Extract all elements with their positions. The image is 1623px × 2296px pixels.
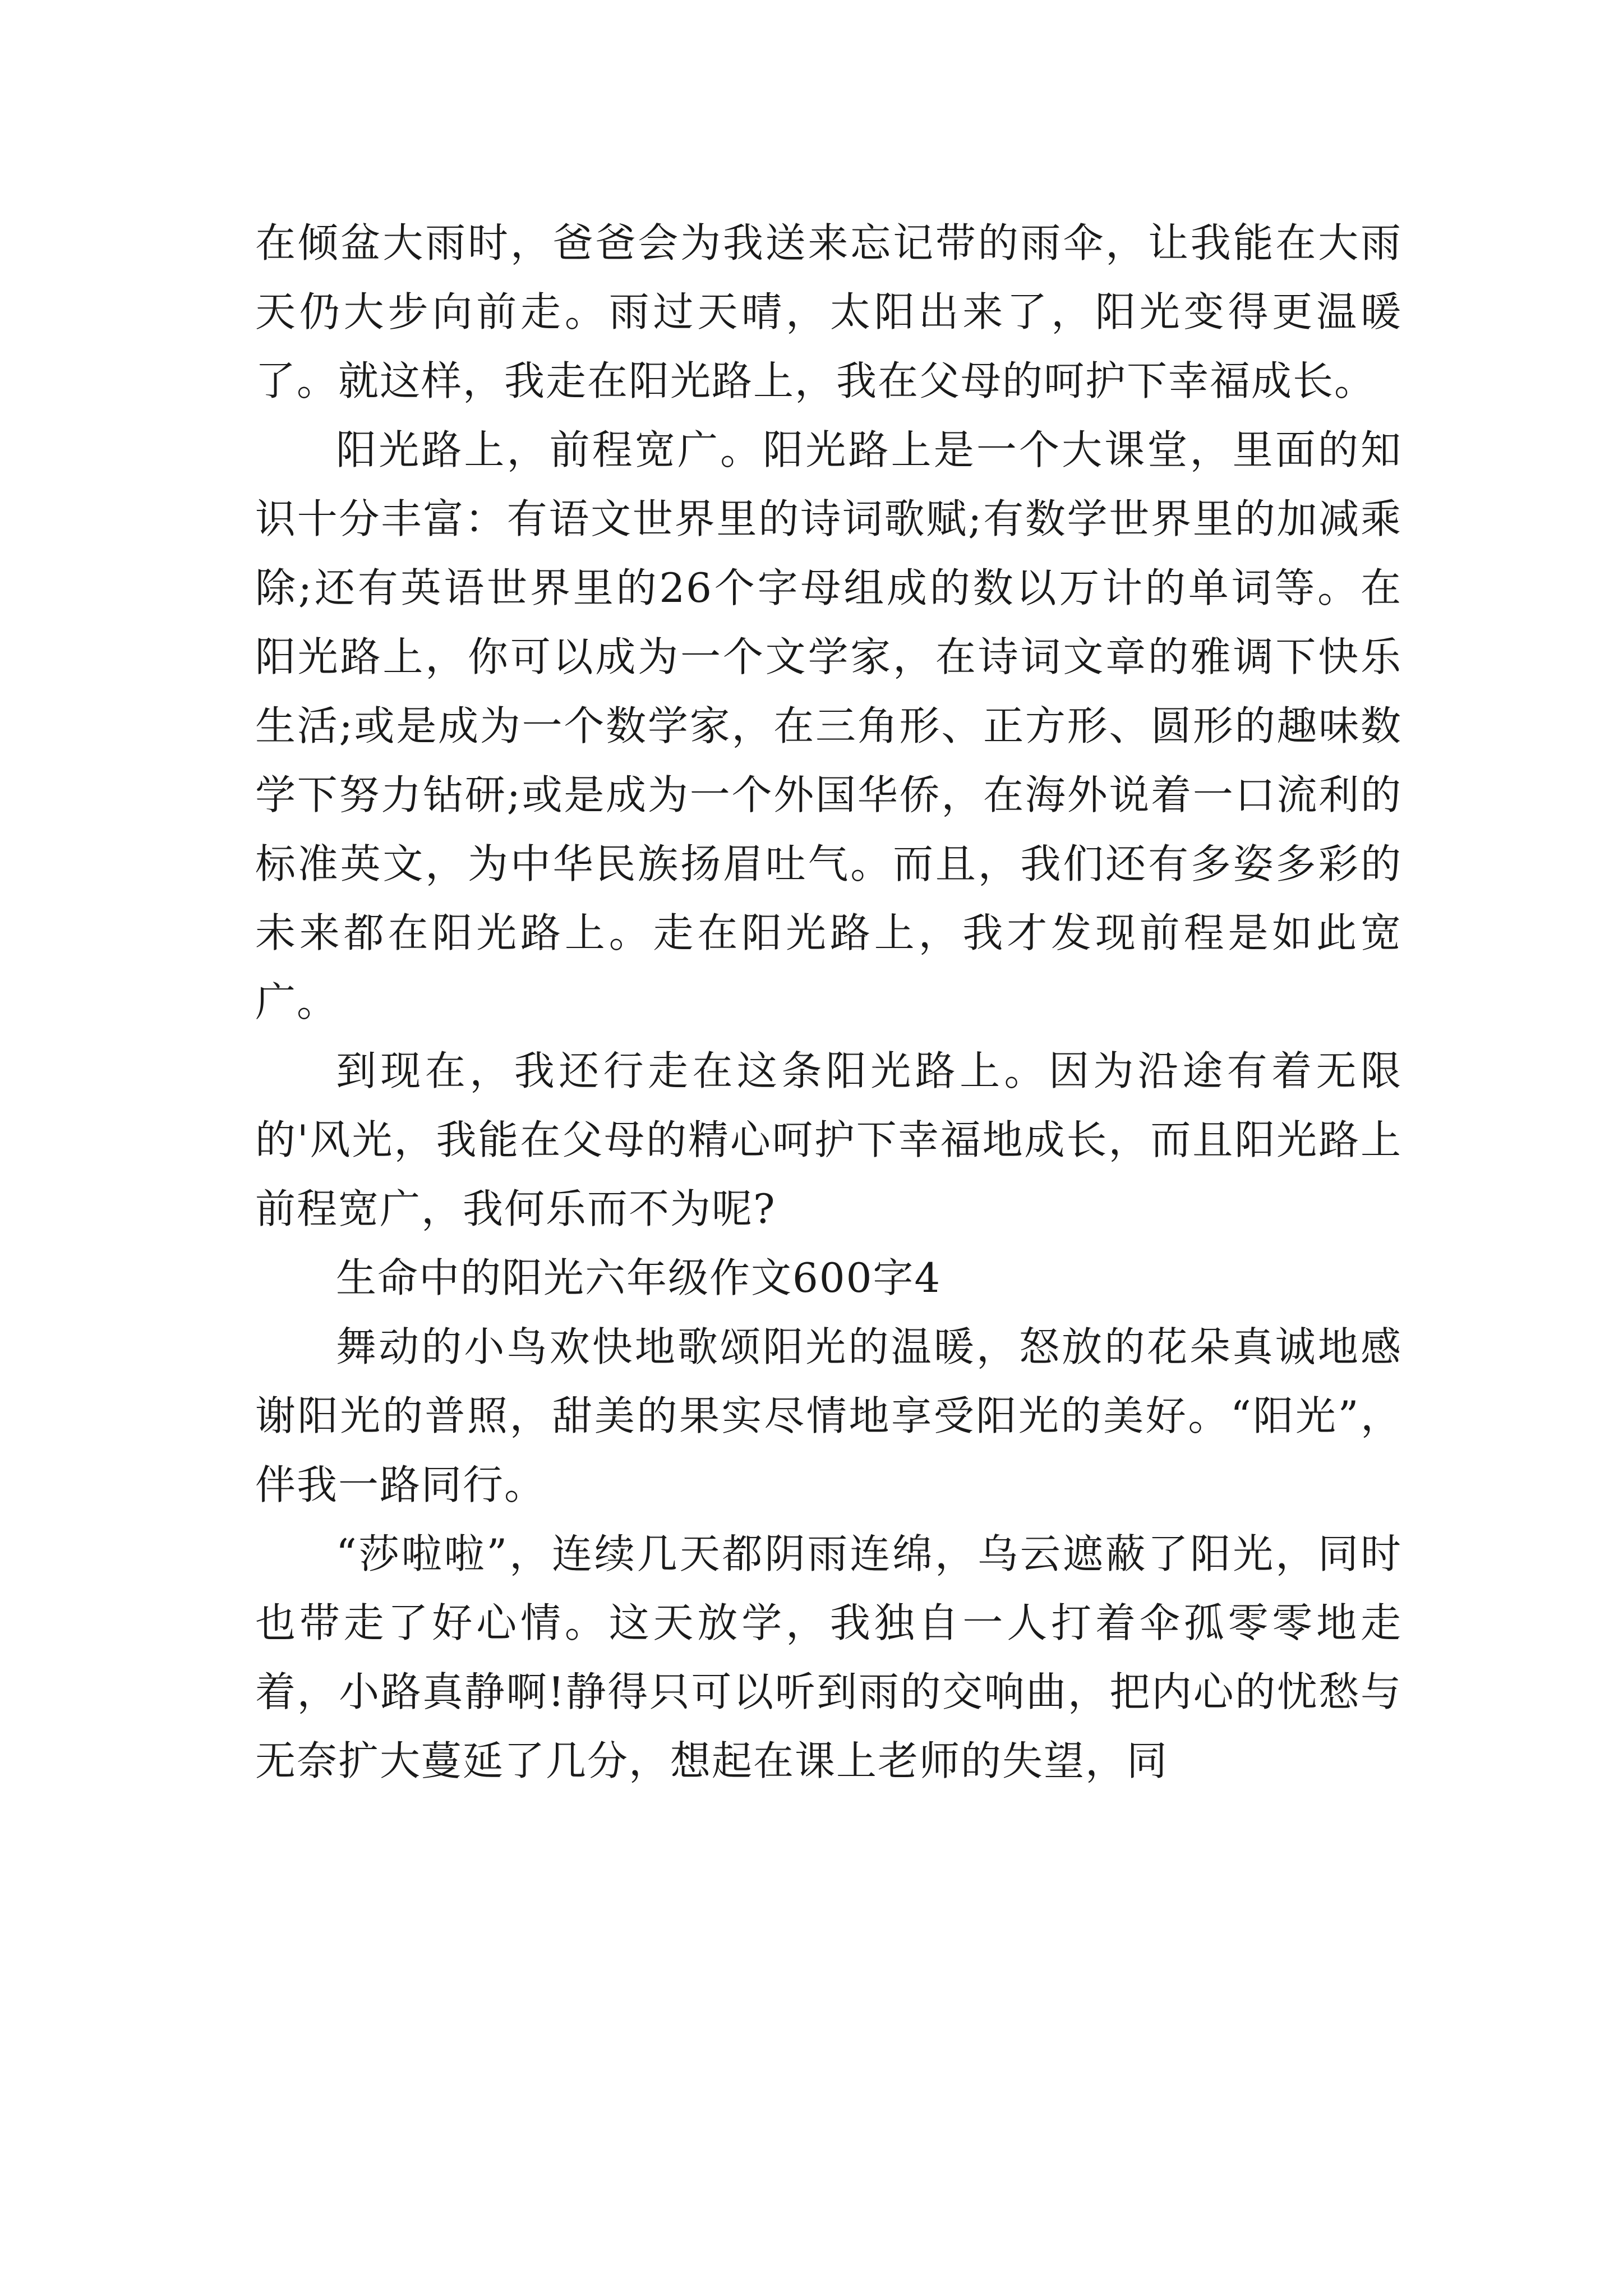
paragraph-4: 舞动的小鸟欢快地歌颂阳光的温暖，怒放的花朵真诚地感谢阳光的普照，甜美的果实尽情地享受阳光的美好。“阳光”，伴我一路同行。 bbox=[255, 1323, 1402, 1508]
paragraph-5: “莎啦啦”，连续几天都阴雨连绵，乌云遮蔽了阳光，同时也带走了好心情。这天放学，我独自一人打着伞孤零零地走着，小路真静啊!静得只可以听到雨的交响曲，把内心的忧愁与无奈扩大蔓延了几分，想起在课上老师的失望，同 bbox=[255, 1530, 1402, 1784]
paragraph-3: 到现在，我还行走在这条阳光路上。因为沿途有着无限的'风光，我能在父母的精心呵护下幸福地成长，而且阳光路上前程宽广，我何乐而不为呢? bbox=[255, 1047, 1402, 1232]
document-body bbox=[255, 209, 1402, 1796]
paragraph-2: 阳光路上，前程宽广。阳光路上是一个大课堂，里面的知识十分丰富：有语文世界里的诗词歌赋;有数学世界里的加减乘除;还有英语世界里的26个字母组成的数以万计的单词等。在阳光路上，你可以成为一个文学家，在诗词文章的雅调下快乐生活;或是成为一个数学家，在三角形、正方形、圆形的趣味数学下努力钻研;或是成为一个外国华侨，在海外说着一口流利的标准英文，为中华民族扬眉吐气。而且，我们还有多姿多彩的未来都在阳光路上。走在阳光路上，我才发现前程是如此宽广。 bbox=[255, 426, 1402, 1025]
essay-title: 生命中的阳光六年级作文600字4 bbox=[336, 1254, 942, 1301]
paragraph-1: 在倾盆大雨时，爸爸会为我送来忘记带的雨伞，让我能在大雨天仍大步向前走。雨过天晴，太阳出来了，阳光变得更温暖了。就这样，我走在阳光路上，我在父母的呵护下幸福成长。 bbox=[255, 219, 1402, 404]
